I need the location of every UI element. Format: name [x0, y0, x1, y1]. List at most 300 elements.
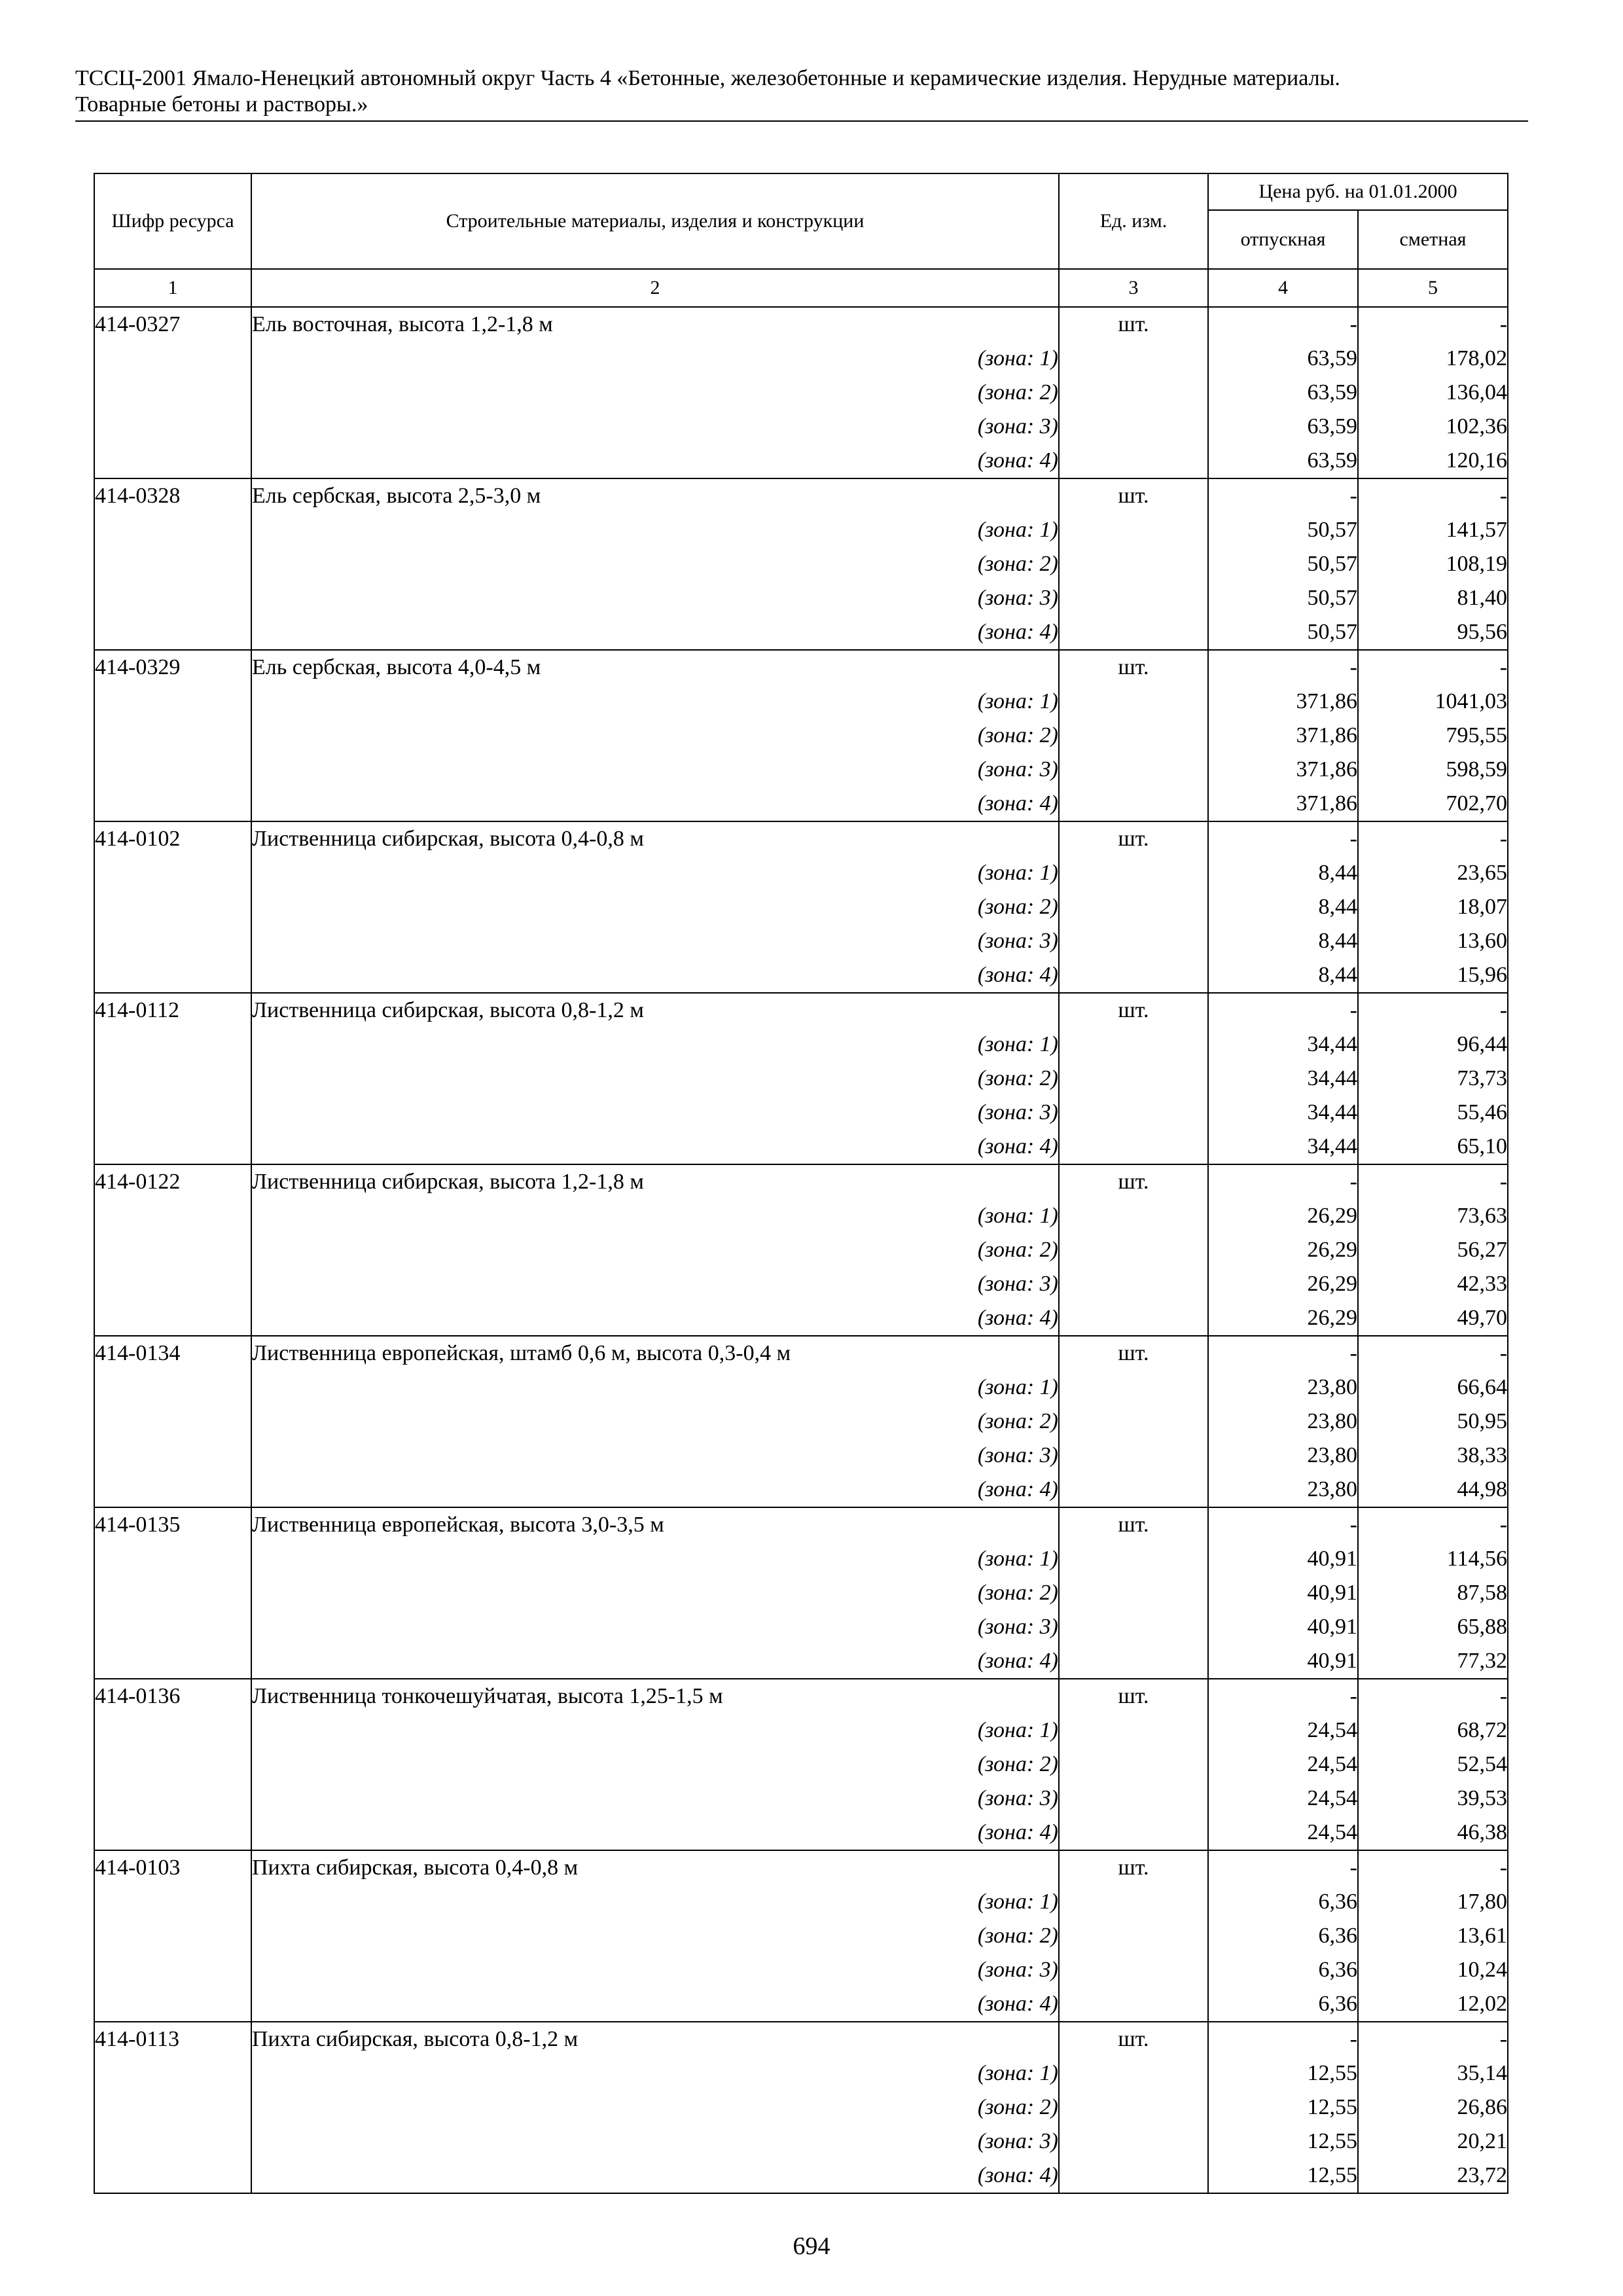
zone-code-cell: [94, 376, 251, 410]
zone-release-price: 8,44: [1208, 924, 1358, 958]
zone-release-price: 23,80: [1208, 1371, 1358, 1405]
table-row: [94, 650, 1508, 685]
zone-code-cell: [94, 787, 251, 821]
zone-row: [94, 2056, 1508, 2090]
zone-estimate-price: 46,38: [1358, 1816, 1508, 1850]
zone-release-price: 34,44: [1208, 1028, 1358, 1062]
zone-estimate-price: 20,21: [1358, 2125, 1508, 2159]
estimate-price: -: [1358, 1679, 1508, 1713]
resource-group: [94, 821, 1508, 993]
zone-release-price: 50,57: [1208, 615, 1358, 650]
resource-name: Лиственница сибирская, высота 1,2-1,8 м: [251, 1164, 1059, 1199]
zone-row: [94, 410, 1508, 444]
resource-name: Ель сербская, высота 4,0-4,5 м: [251, 650, 1059, 685]
zone-estimate-price: 68,72: [1358, 1713, 1508, 1748]
zone-label: (зона: 3): [251, 410, 1059, 444]
zone-row: [94, 444, 1508, 478]
zone-unit-cell: [1059, 1919, 1208, 1953]
estimate-price: -: [1358, 1164, 1508, 1199]
zone-unit-cell: [1059, 2090, 1208, 2125]
zone-estimate-price: 50,95: [1358, 1405, 1508, 1439]
zone-code-cell: [94, 1987, 251, 2022]
estimate-price: -: [1358, 2022, 1508, 2056]
zone-code-cell: [94, 924, 251, 958]
zone-code-cell: [94, 513, 251, 547]
resource-code: 414-0112: [94, 993, 251, 1028]
resource-unit: шт.: [1059, 821, 1208, 856]
zone-row: [94, 1885, 1508, 1919]
zone-release-price: 6,36: [1208, 1919, 1358, 1953]
zone-row: [94, 342, 1508, 376]
zone-row: [94, 581, 1508, 615]
table-row: [94, 307, 1508, 342]
zone-unit-cell: [1059, 1473, 1208, 1507]
zone-release-price: 23,80: [1208, 1473, 1358, 1507]
zone-label: (зона: 4): [251, 1987, 1059, 2022]
zone-row: [94, 2125, 1508, 2159]
zone-row: [94, 890, 1508, 924]
zone-unit-cell: [1059, 1130, 1208, 1164]
zone-unit-cell: [1059, 2125, 1208, 2159]
zone-estimate-price: 120,16: [1358, 444, 1508, 478]
zone-code-cell: [94, 1233, 251, 1267]
resource-unit: шт.: [1059, 650, 1208, 685]
zone-estimate-price: 1041,03: [1358, 685, 1508, 719]
column-header-unit: Ед. изм.: [1059, 173, 1208, 269]
zone-unit-cell: [1059, 513, 1208, 547]
zone-code-cell: [94, 2159, 251, 2193]
release-price: -: [1208, 478, 1358, 513]
table-row: [94, 2022, 1508, 2056]
zone-unit-cell: [1059, 924, 1208, 958]
zone-row: [94, 787, 1508, 821]
zone-label: (зона: 1): [251, 342, 1059, 376]
zone-estimate-price: 81,40: [1358, 581, 1508, 615]
resource-code: 414-0329: [94, 650, 251, 685]
zone-row: [94, 513, 1508, 547]
estimate-price: -: [1358, 1507, 1508, 1542]
zone-code-cell: [94, 685, 251, 719]
zone-row: [94, 1199, 1508, 1233]
zone-unit-cell: [1059, 1782, 1208, 1816]
zone-label: (зона: 3): [251, 1782, 1059, 1816]
zone-release-price: 26,29: [1208, 1267, 1358, 1301]
zone-label: (зона: 1): [251, 513, 1059, 547]
zone-label: (зона: 2): [251, 890, 1059, 924]
zone-label: (зона: 1): [251, 1885, 1059, 1919]
release-price: -: [1208, 307, 1358, 342]
zone-label: (зона: 1): [251, 1371, 1059, 1405]
zone-label: (зона: 3): [251, 1953, 1059, 1987]
resource-code: 414-0134: [94, 1336, 251, 1371]
resource-unit: шт.: [1059, 1336, 1208, 1371]
header-line-2: Товарные бетоны и растворы.»: [75, 92, 368, 117]
zone-unit-cell: [1059, 1713, 1208, 1748]
zone-row: [94, 719, 1508, 753]
zone-code-cell: [94, 1096, 251, 1130]
zone-release-price: 63,59: [1208, 444, 1358, 478]
zone-row: [94, 856, 1508, 890]
resource-unit: шт.: [1059, 307, 1208, 342]
zone-release-price: 24,54: [1208, 1713, 1358, 1748]
zone-row: [94, 1371, 1508, 1405]
resource-unit: шт.: [1059, 2022, 1208, 2056]
column-header-code: Шифр ресурса: [94, 173, 251, 269]
zone-release-price: 24,54: [1208, 1816, 1358, 1850]
zone-label: (зона: 2): [251, 1576, 1059, 1610]
zone-row: [94, 753, 1508, 787]
zone-estimate-price: 49,70: [1358, 1301, 1508, 1336]
estimate-price: -: [1358, 1336, 1508, 1371]
zone-unit-cell: [1059, 1096, 1208, 1130]
zone-row: [94, 1748, 1508, 1782]
zone-unit-cell: [1059, 1028, 1208, 1062]
zone-release-price: 12,55: [1208, 2125, 1358, 2159]
zone-estimate-price: 102,36: [1358, 410, 1508, 444]
estimate-price: -: [1358, 1850, 1508, 1885]
zone-unit-cell: [1059, 1233, 1208, 1267]
zone-code-cell: [94, 1062, 251, 1096]
zone-row: [94, 1953, 1508, 1987]
zone-row: [94, 1576, 1508, 1610]
zone-estimate-price: 598,59: [1358, 753, 1508, 787]
zone-estimate-price: 44,98: [1358, 1473, 1508, 1507]
zone-code-cell: [94, 753, 251, 787]
zone-row: [94, 547, 1508, 581]
estimate-price: -: [1358, 821, 1508, 856]
resource-name: Ель восточная, высота 1,2-1,8 м: [251, 307, 1059, 342]
zone-label: (зона: 3): [251, 753, 1059, 787]
zone-release-price: 6,36: [1208, 1953, 1358, 1987]
document-header: [75, 65, 1528, 122]
zone-row: [94, 1062, 1508, 1096]
resource-name: Лиственница сибирская, высота 0,8-1,2 м: [251, 993, 1059, 1028]
zone-unit-cell: [1059, 2159, 1208, 2193]
resource-unit: шт.: [1059, 1679, 1208, 1713]
zone-code-cell: [94, 1644, 251, 1679]
resource-group: [94, 1336, 1508, 1507]
resource-code: 414-0102: [94, 821, 251, 856]
release-price: -: [1208, 1336, 1358, 1371]
zone-release-price: 26,29: [1208, 1301, 1358, 1336]
zone-label: (зона: 3): [251, 1439, 1059, 1473]
resource-code: 414-0122: [94, 1164, 251, 1199]
zone-estimate-price: 136,04: [1358, 376, 1508, 410]
resource-name: Пихта сибирская, высота 0,8-1,2 м: [251, 2022, 1059, 2056]
resource-code: 414-0136: [94, 1679, 251, 1713]
resource-group: [94, 1164, 1508, 1336]
zone-label: (зона: 4): [251, 787, 1059, 821]
zone-row: [94, 1096, 1508, 1130]
column-number-5: 5: [1358, 269, 1508, 307]
zone-release-price: 8,44: [1208, 958, 1358, 993]
resource-name: Лиственница европейская, высота 3,0-3,5 м: [251, 1507, 1059, 1542]
zone-unit-cell: [1059, 1576, 1208, 1610]
zone-release-price: 24,54: [1208, 1748, 1358, 1782]
zone-row: [94, 1919, 1508, 1953]
zone-code-cell: [94, 1267, 251, 1301]
zone-estimate-price: 17,80: [1358, 1885, 1508, 1919]
zone-release-price: 12,55: [1208, 2056, 1358, 2090]
zone-unit-cell: [1059, 1953, 1208, 1987]
zone-label: (зона: 4): [251, 444, 1059, 478]
zone-label: (зона: 1): [251, 1542, 1059, 1576]
estimate-price: -: [1358, 307, 1508, 342]
zone-row: [94, 1233, 1508, 1267]
zone-unit-cell: [1059, 1199, 1208, 1233]
zone-label: (зона: 4): [251, 1644, 1059, 1679]
zone-release-price: 63,59: [1208, 342, 1358, 376]
zone-unit-cell: [1059, 376, 1208, 410]
zone-row: [94, 1130, 1508, 1164]
resource-group: [94, 993, 1508, 1164]
zone-release-price: 34,44: [1208, 1062, 1358, 1096]
release-price: -: [1208, 993, 1358, 1028]
zone-row: [94, 1644, 1508, 1679]
zone-release-price: 371,86: [1208, 753, 1358, 787]
zone-code-cell: [94, 547, 251, 581]
zone-row: [94, 1816, 1508, 1850]
zone-unit-cell: [1059, 890, 1208, 924]
zone-label: (зона: 4): [251, 1473, 1059, 1507]
table-row: [94, 478, 1508, 513]
zone-code-cell: [94, 2056, 251, 2090]
zone-row: [94, 1713, 1508, 1748]
resource-name: Ель сербская, высота 2,5-3,0 м: [251, 478, 1059, 513]
zone-label: (зона: 2): [251, 1748, 1059, 1782]
zone-unit-cell: [1059, 719, 1208, 753]
zone-unit-cell: [1059, 958, 1208, 993]
zone-estimate-price: 108,19: [1358, 547, 1508, 581]
zone-code-cell: [94, 615, 251, 650]
zone-unit-cell: [1059, 1885, 1208, 1919]
zone-code-cell: [94, 1542, 251, 1576]
release-price: -: [1208, 1850, 1358, 1885]
zone-code-cell: [94, 1439, 251, 1473]
release-price: -: [1208, 2022, 1358, 2056]
header-line-1: ТССЦ-2001 Ямало-Ненецкий автономный округ Часть 4 «Бетонные, железобетонные и керамические изделия. Нерудные материалы.: [75, 66, 1340, 90]
release-price: -: [1208, 821, 1358, 856]
zone-label: (зона: 3): [251, 1610, 1059, 1644]
zone-release-price: 6,36: [1208, 1987, 1358, 2022]
column-header-release-price: отпускная: [1208, 210, 1358, 269]
zone-unit-cell: [1059, 685, 1208, 719]
zone-label: (зона: 2): [251, 1233, 1059, 1267]
zone-label: (зона: 2): [251, 2090, 1059, 2125]
zone-estimate-price: 141,57: [1358, 513, 1508, 547]
zone-code-cell: [94, 1301, 251, 1336]
zone-row: [94, 376, 1508, 410]
resource-name: Пихта сибирская, высота 0,4-0,8 м: [251, 1850, 1059, 1885]
zone-estimate-price: 38,33: [1358, 1439, 1508, 1473]
zone-estimate-price: 65,88: [1358, 1610, 1508, 1644]
zone-unit-cell: [1059, 444, 1208, 478]
zone-estimate-price: 87,58: [1358, 1576, 1508, 1610]
zone-label: (зона: 3): [251, 581, 1059, 615]
price-table-header: [94, 173, 1508, 307]
zone-unit-cell: [1059, 2056, 1208, 2090]
column-number-4: 4: [1208, 269, 1358, 307]
zone-release-price: 371,86: [1208, 787, 1358, 821]
zone-unit-cell: [1059, 1062, 1208, 1096]
release-price: -: [1208, 1679, 1358, 1713]
zone-release-price: 12,55: [1208, 2159, 1358, 2193]
zone-unit-cell: [1059, 547, 1208, 581]
estimate-price: -: [1358, 478, 1508, 513]
zone-release-price: 26,29: [1208, 1233, 1358, 1267]
zone-label: (зона: 3): [251, 1267, 1059, 1301]
zone-code-cell: [94, 1953, 251, 1987]
estimate-price: -: [1358, 650, 1508, 685]
zone-row: [94, 1473, 1508, 1507]
zone-estimate-price: 12,02: [1358, 1987, 1508, 2022]
zone-estimate-price: 56,27: [1358, 1233, 1508, 1267]
zone-label: (зона: 2): [251, 376, 1059, 410]
zone-label: (зона: 4): [251, 1816, 1059, 1850]
zone-label: (зона: 1): [251, 1028, 1059, 1062]
zone-row: [94, 958, 1508, 993]
table-row: [94, 821, 1508, 856]
zone-release-price: 23,80: [1208, 1439, 1358, 1473]
zone-row: [94, 1987, 1508, 2022]
table-row: [94, 1164, 1508, 1199]
zone-label: (зона: 4): [251, 1130, 1059, 1164]
table-row: [94, 1679, 1508, 1713]
zone-estimate-price: 178,02: [1358, 342, 1508, 376]
resource-group: [94, 307, 1508, 478]
zone-release-price: 6,36: [1208, 1885, 1358, 1919]
column-number-2: 2: [251, 269, 1059, 307]
zone-release-price: 63,59: [1208, 376, 1358, 410]
zone-unit-cell: [1059, 1644, 1208, 1679]
zone-label: (зона: 2): [251, 719, 1059, 753]
zone-row: [94, 1267, 1508, 1301]
zone-estimate-price: 15,96: [1358, 958, 1508, 993]
zone-label: (зона: 1): [251, 685, 1059, 719]
zone-release-price: 8,44: [1208, 890, 1358, 924]
resource-code: 414-0327: [94, 307, 251, 342]
zone-code-cell: [94, 581, 251, 615]
zone-estimate-price: 114,56: [1358, 1542, 1508, 1576]
resource-group: [94, 1507, 1508, 1679]
zone-release-price: 8,44: [1208, 856, 1358, 890]
zone-code-cell: [94, 719, 251, 753]
release-price: -: [1208, 1164, 1358, 1199]
zone-estimate-price: 95,56: [1358, 615, 1508, 650]
price-table: [94, 173, 1508, 2194]
zone-code-cell: [94, 2125, 251, 2159]
table-row: [94, 1507, 1508, 1542]
zone-unit-cell: [1059, 1610, 1208, 1644]
zone-release-price: 63,59: [1208, 410, 1358, 444]
zone-label: (зона: 2): [251, 1062, 1059, 1096]
zone-estimate-price: 77,32: [1358, 1644, 1508, 1679]
estimate-price: -: [1358, 993, 1508, 1028]
zone-code-cell: [94, 890, 251, 924]
zone-code-cell: [94, 1028, 251, 1062]
zone-label: (зона: 1): [251, 856, 1059, 890]
column-number-3: 3: [1059, 269, 1208, 307]
zone-code-cell: [94, 1130, 251, 1164]
zone-unit-cell: [1059, 1816, 1208, 1850]
zone-code-cell: [94, 444, 251, 478]
zone-label: (зона: 4): [251, 1301, 1059, 1336]
zone-unit-cell: [1059, 787, 1208, 821]
zone-release-price: 50,57: [1208, 513, 1358, 547]
resource-name: Лиственница тонкочешуйчатая, высота 1,25-1,5 м: [251, 1679, 1059, 1713]
zone-unit-cell: [1059, 410, 1208, 444]
zone-code-cell: [94, 1610, 251, 1644]
zone-label: (зона: 3): [251, 1096, 1059, 1130]
zone-label: (зона: 1): [251, 1713, 1059, 1748]
zone-label: (зона: 1): [251, 2056, 1059, 2090]
zone-row: [94, 2159, 1508, 2193]
resource-unit: шт.: [1059, 1164, 1208, 1199]
zone-code-cell: [94, 410, 251, 444]
zone-estimate-price: 39,53: [1358, 1782, 1508, 1816]
zone-row: [94, 1542, 1508, 1576]
zone-row: [94, 1610, 1508, 1644]
zone-unit-cell: [1059, 1267, 1208, 1301]
zone-release-price: 40,91: [1208, 1644, 1358, 1679]
resource-unit: шт.: [1059, 993, 1208, 1028]
zone-label: (зона: 3): [251, 2125, 1059, 2159]
zone-release-price: 40,91: [1208, 1542, 1358, 1576]
zone-estimate-price: 13,60: [1358, 924, 1508, 958]
zone-release-price: 34,44: [1208, 1096, 1358, 1130]
zone-release-price: 34,44: [1208, 1130, 1358, 1164]
resource-code: 414-0113: [94, 2022, 251, 2056]
zone-code-cell: [94, 1816, 251, 1850]
resource-unit: шт.: [1059, 1507, 1208, 1542]
zone-code-cell: [94, 1748, 251, 1782]
zone-code-cell: [94, 2090, 251, 2125]
zone-code-cell: [94, 1576, 251, 1610]
zone-code-cell: [94, 856, 251, 890]
resource-code: 414-0328: [94, 478, 251, 513]
zone-unit-cell: [1059, 581, 1208, 615]
zone-row: [94, 615, 1508, 650]
zone-row: [94, 1028, 1508, 1062]
zone-label: (зона: 2): [251, 1405, 1059, 1439]
zone-unit-cell: [1059, 1301, 1208, 1336]
zone-release-price: 40,91: [1208, 1576, 1358, 1610]
zone-code-cell: [94, 1405, 251, 1439]
table-row: [94, 993, 1508, 1028]
zone-estimate-price: 18,07: [1358, 890, 1508, 924]
zone-estimate-price: 795,55: [1358, 719, 1508, 753]
zone-estimate-price: 96,44: [1358, 1028, 1508, 1062]
zone-code-cell: [94, 342, 251, 376]
zone-unit-cell: [1059, 753, 1208, 787]
zone-row: [94, 1439, 1508, 1473]
zone-label: (зона: 4): [251, 615, 1059, 650]
column-header-price-group: Цена руб. на 01.01.2000: [1208, 173, 1508, 210]
zone-estimate-price: 26,86: [1358, 2090, 1508, 2125]
zone-estimate-price: 10,24: [1358, 1953, 1508, 1987]
zone-unit-cell: [1059, 1439, 1208, 1473]
zone-estimate-price: 23,72: [1358, 2159, 1508, 2193]
table-row: [94, 1850, 1508, 1885]
zone-row: [94, 1301, 1508, 1336]
zone-unit-cell: [1059, 856, 1208, 890]
zone-code-cell: [94, 958, 251, 993]
resource-code: 414-0135: [94, 1507, 251, 1542]
zone-estimate-price: 52,54: [1358, 1748, 1508, 1782]
zone-estimate-price: 73,63: [1358, 1199, 1508, 1233]
zone-release-price: 50,57: [1208, 547, 1358, 581]
zone-release-price: 371,86: [1208, 685, 1358, 719]
